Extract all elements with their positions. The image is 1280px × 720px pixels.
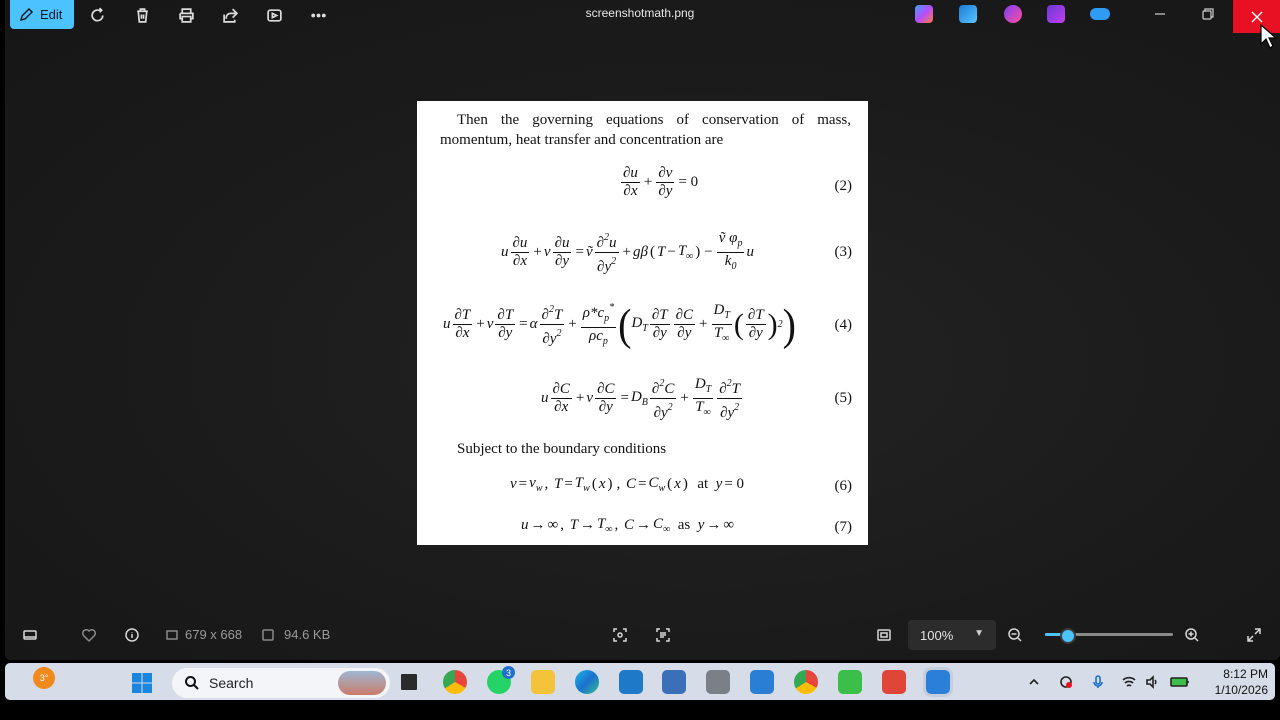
notepad-icon[interactable]: [750, 670, 774, 694]
red-app-icon[interactable]: [882, 670, 906, 694]
photos-icon[interactable]: [959, 5, 977, 23]
app-icon[interactable]: [662, 670, 686, 694]
whatsapp-badge: 3: [502, 666, 515, 679]
equation-6: v = $v_w$ , T = $T_w$ ( x ) , C = $C_w$ ( x ) at y = 0 (6): [510, 475, 852, 494]
minimize-icon[interactable]: [1148, 3, 1172, 25]
file-explorer-icon[interactable]: [531, 670, 555, 694]
calculator-icon[interactable]: [706, 670, 730, 694]
zoom-in-icon[interactable]: [1181, 624, 1203, 646]
dimensions-icon: [161, 624, 183, 646]
intro-text: Then the governing equations of conservation of mass, momentum, heat transfer and concentration are: [440, 112, 851, 148]
whatsapp-icon[interactable]: [487, 667, 511, 694]
fit-icon[interactable]: [873, 624, 895, 646]
zoom-value: 100%: [920, 627, 954, 643]
image-dimensions: 679 x 668: [185, 627, 243, 642]
edit-label: Edit: [40, 7, 63, 22]
more-icon[interactable]: [307, 4, 329, 26]
equation-3: u $\frac{\partial u}{\partial x}$ + v $\frac{\partial u}{\partial y}$ = ṽ $\frac{\partial^2u}{\partial y^2}$ + gβ ( T − $T_\infty$ ) − $\frac{ṽ \varphi_p}{k_0}$ u (3): [501, 230, 852, 275]
equation-number: (4): [834, 317, 852, 333]
equation-2: $\frac{\partial u}{\partial x}$ + $\frac{\partial v}{\partial y}$ = 0 (2): [623, 165, 852, 199]
taskbar-search[interactable]: [172, 668, 390, 698]
mouse-cursor-icon: [1259, 24, 1279, 50]
equation-5: u $\frac{\partial C}{\partial x}$ + v $\frac{\partial C}{\partial y}$ = $D_B$ $\frac{\partial^2C}{\partial y^2}$ + $\frac{D_T}{T_\infty}$ $\frac{\partial^2T}{\partial y^2}$ (5): [541, 376, 852, 421]
equation-number: (5): [834, 390, 852, 406]
vscode-icon[interactable]: [619, 670, 643, 694]
slideshow-icon[interactable]: [263, 4, 285, 26]
microphone-icon[interactable]: [1091, 675, 1105, 689]
clock-time: 8:12 PM: [1223, 667, 1268, 681]
intro-paragraph: [440, 110, 851, 150]
info-icon[interactable]: [121, 624, 143, 646]
restore-icon[interactable]: [1196, 3, 1220, 25]
green-app-icon[interactable]: [838, 670, 862, 694]
chevron-up-icon[interactable]: [1027, 675, 1041, 689]
volume-icon[interactable]: [1145, 675, 1159, 689]
search-highlight-image: [338, 671, 386, 695]
fullscreen-icon[interactable]: [1243, 624, 1265, 646]
equation-number: (3): [834, 244, 852, 260]
photos-taskbar-icon[interactable]: [926, 670, 950, 694]
edge-icon[interactable]: [575, 670, 599, 694]
equation-number: (2): [834, 178, 852, 194]
equation-4: u $\frac{\partial T}{\partial x}$ + v $\frac{\partial T}{\partial y}$ = α $\frac{\partial^2T}{\partial y^2}$ + $\frac{\rho*c_p^*}{\rho c_p}$ ( $D_T$ $\frac{\partial T}{\partial y}$ $\frac{\partial C}{\partial y}$ + $\frac{D_T}{T_\infty}$ ( $\frac{\partial T}{\partial y}$ ) 2 ) (4): [443, 299, 852, 349]
battery-icon[interactable]: [1170, 675, 1190, 689]
share-icon[interactable]: [219, 4, 241, 26]
clipchamp-icon[interactable]: [1004, 5, 1022, 23]
viewer-bottom-bar: [5, 612, 1280, 658]
filmstrip-icon[interactable]: [19, 624, 41, 646]
search-label: Search: [209, 675, 254, 691]
equation-7: u → ∞ , T → $T_\infty$ , C → $C_\infty$ as y → ∞ (7): [521, 516, 852, 535]
zoom-slider[interactable]: [1045, 633, 1173, 636]
file-size: 94.6 KB: [284, 627, 331, 642]
zoom-out-icon[interactable]: [1004, 624, 1026, 646]
equation-number: (7): [834, 519, 852, 535]
at-word: at: [697, 476, 709, 492]
equation-number: (6): [834, 478, 852, 494]
edit-icon: [18, 7, 34, 23]
edit-button[interactable]: [10, 0, 74, 29]
chevron-down-icon: ▼: [974, 628, 984, 639]
favorite-icon[interactable]: [78, 624, 100, 646]
system-clock[interactable]: [1208, 666, 1268, 698]
weather-widget[interactable]: [33, 667, 55, 689]
math-document: [417, 101, 868, 545]
title-bar: [0, 0, 1280, 30]
chrome-icon[interactable]: [443, 670, 467, 694]
text-extract-icon[interactable]: [652, 624, 674, 646]
copilot-icon[interactable]: [915, 5, 933, 23]
onedrive-icon[interactable]: [1090, 8, 1110, 20]
task-view-icon[interactable]: [397, 670, 421, 694]
delete-icon[interactable]: [131, 4, 153, 26]
boundary-conditions-heading: Subject to the boundary conditions: [457, 441, 667, 457]
chrome-profile-icon[interactable]: [794, 670, 818, 694]
window-title: screenshotmath.png: [585, 6, 695, 20]
designer-icon[interactable]: [1047, 5, 1065, 23]
weather-temp: 3°: [39, 673, 49, 683]
zoom-select[interactable]: [908, 620, 996, 650]
visual-search-icon[interactable]: [609, 624, 631, 646]
start-icon[interactable]: [131, 672, 153, 694]
windows-taskbar: [5, 663, 1275, 700]
rotate-icon[interactable]: [87, 4, 109, 26]
zoom-slider-thumb[interactable]: [1060, 628, 1076, 644]
network-icon[interactable]: [1059, 675, 1073, 689]
wifi-icon[interactable]: [1122, 675, 1136, 689]
filesize-icon: [257, 624, 279, 646]
search-icon: [184, 675, 200, 691]
print-icon[interactable]: [175, 4, 197, 26]
clock-date: 1/10/2026: [1214, 683, 1268, 697]
as-word: as: [677, 517, 691, 533]
